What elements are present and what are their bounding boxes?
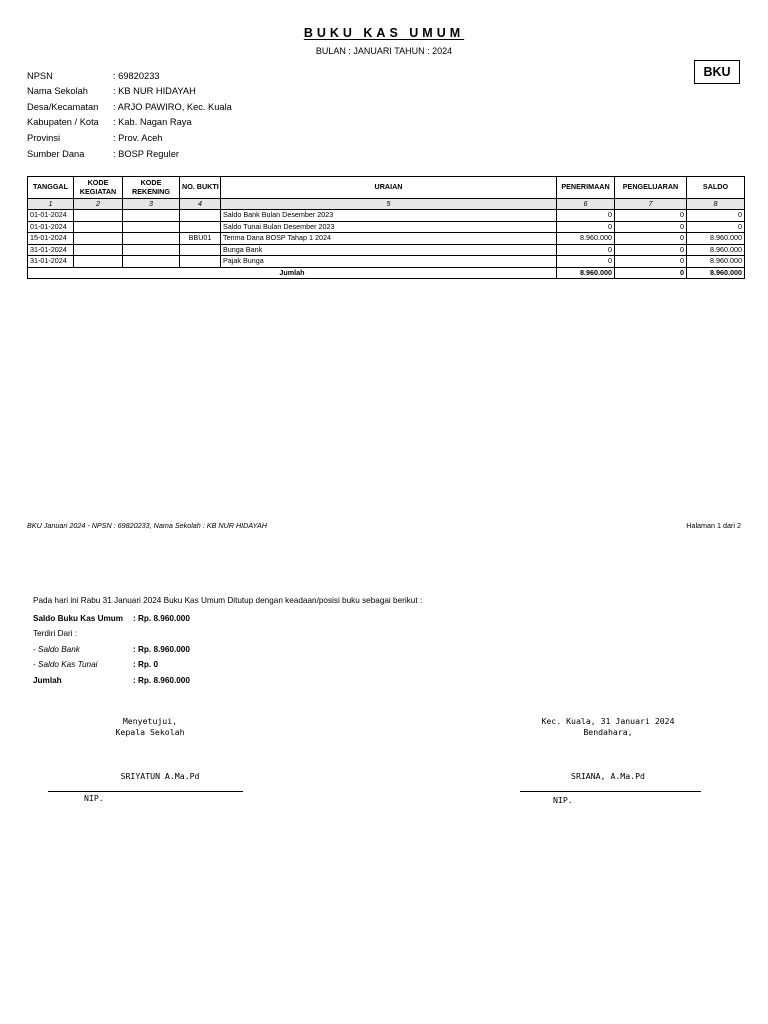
header-text: REKENING (132, 186, 170, 196)
info-label: NPSN (27, 71, 53, 81)
header-kode-kegiatan (74, 177, 123, 199)
header-pengeluaran: PENGELUARAN (615, 177, 687, 199)
cell-uraian: Bunga Bank (221, 244, 557, 256)
signature-left-name: SRIYATUN A.Ma.Pd (120, 771, 200, 781)
info-value: : Kab. Nagan Raya (113, 117, 192, 127)
page-number: Halaman 1 dari 2 (686, 521, 741, 530)
column-number: 7 (615, 199, 687, 210)
cell-tanggal: 31-01-2024 (28, 244, 74, 256)
cell-uraian: Terima Dana BOSP Tahap 1 2024 (221, 233, 557, 245)
header-text: KODE (140, 178, 162, 187)
summary-label: - Saldo Kas Tunai (33, 660, 98, 669)
cell-no-bukti (180, 221, 221, 233)
bku-badge: BKU (694, 60, 740, 84)
table-row (28, 244, 745, 256)
cell-pengeluaran: 0 (615, 256, 687, 268)
closing-statement: Pada hari ini Rabu 31 Januari 2024 Buku Kas Umum Ditutup dengan keadaan/posisi buku sebagai berikut : (33, 596, 423, 605)
cell-tanggal: 01-01-2024 (28, 210, 74, 222)
document-subtitle: BULAN : JANUARI TAHUN : 2024 (315, 46, 453, 56)
summary-value: : Rp. 8.960.000 (133, 614, 190, 623)
info-label: Nama Sekolah (27, 86, 88, 96)
cell-pengeluaran: 0 (615, 244, 687, 256)
summary-value: : Rp. 8.960.000 (133, 645, 190, 654)
cell-saldo: 8.960.000 (687, 244, 745, 256)
signature-left-nip: NIP. (84, 793, 104, 803)
signature-line1: Menyetujui, (122, 716, 178, 726)
cell-kode-kegiatan (74, 210, 123, 222)
header-text: KEGIATAN (79, 186, 117, 196)
cell-saldo: 8.960.000 (687, 256, 745, 268)
summary-label: Saldo Buku Kas Umum (33, 614, 124, 623)
cell-pengeluaran: 0 (615, 210, 687, 222)
total-saldo: 8.960.000 (687, 267, 745, 279)
info-value: : BOSP Reguler (113, 149, 179, 159)
info-value: : 69820233 (113, 71, 160, 81)
table-row (28, 221, 745, 233)
column-number: 2 (74, 199, 123, 210)
page-footer-info: BKU Januari 2024 - NPSN : 69820233, Nama Sekolah : KB NUR HIDAYAH (27, 521, 267, 530)
signature-right-nip: NIP. (553, 795, 573, 805)
ledger-table (27, 176, 745, 279)
cell-saldo: 8.960.000 (687, 233, 745, 245)
table-row (28, 233, 745, 245)
signature-right-heading (528, 716, 688, 738)
total-pengeluaran: 0 (615, 267, 687, 279)
signature-line2: Bendahara, (583, 727, 633, 737)
header-text: KODE (87, 178, 109, 187)
info-label: Provinsi (27, 133, 61, 143)
cell-penerimaan: 0 (557, 221, 615, 233)
summary-value: : Rp. 8.960.000 (133, 676, 190, 685)
info-label: Sumber Dana (27, 149, 85, 159)
summary-value: : Rp. 0 (133, 660, 159, 669)
cell-kode-kegiatan (74, 233, 123, 245)
column-number: 6 (557, 199, 615, 210)
info-label: Kabupaten / Kota (27, 117, 99, 127)
cell-uraian: Saldo Tunai Bulan Desember 2023 (221, 221, 557, 233)
cell-uraian: Saldo Bank Bulan Desember 2023 (221, 210, 557, 222)
cell-penerimaan: 8.960.000 (557, 233, 615, 245)
cell-kode-kegiatan (74, 256, 123, 268)
cell-kode-rekening (123, 244, 180, 256)
column-number: 3 (123, 199, 180, 210)
info-value: : ARJO PAWIRO, Kec. Kuala (113, 102, 232, 112)
cell-kode-kegiatan (74, 244, 123, 256)
table-row (28, 256, 745, 268)
total-penerimaan: 8.960.000 (557, 267, 615, 279)
signature-line1: Kec. Kuala, 31 Januari 2024 (541, 716, 675, 726)
table-total-row (28, 267, 745, 279)
info-value: : Prov. Aceh (113, 133, 163, 143)
cell-saldo: 0 (687, 221, 745, 233)
total-label: Jumlah (28, 267, 557, 279)
cell-kode-rekening (123, 256, 180, 268)
document-title: BUKU KAS UMUM (303, 26, 465, 40)
signature-left-line (48, 791, 243, 792)
cell-no-bukti (180, 210, 221, 222)
cell-pengeluaran: 0 (615, 221, 687, 233)
cell-kode-kegiatan (74, 221, 123, 233)
header-kode-rekening (123, 177, 180, 199)
summary-label: Jumlah (33, 676, 62, 685)
header-uraian: URAIAN (221, 177, 557, 199)
cell-uraian: Pajak Bunga (221, 256, 557, 268)
cell-pengeluaran: 0 (615, 233, 687, 245)
column-number: 8 (687, 199, 745, 210)
column-number: 1 (28, 199, 74, 210)
summary-label: - Saldo Bank (33, 645, 80, 654)
cell-kode-rekening (123, 233, 180, 245)
info-label: Desa/Kecamatan (27, 102, 99, 112)
header-penerimaan: PENERIMAAN (557, 177, 615, 199)
cell-penerimaan: 0 (557, 256, 615, 268)
cell-kode-rekening (123, 210, 180, 222)
cell-tanggal: 31-01-2024 (28, 256, 74, 268)
cell-no-bukti (180, 256, 221, 268)
header-saldo: SALDO (687, 177, 745, 199)
column-number: 5 (221, 199, 557, 210)
cell-no-bukti (180, 244, 221, 256)
cell-kode-rekening (123, 221, 180, 233)
cell-tanggal: 15-01-2024 (28, 233, 74, 245)
cell-tanggal: 01-01-2024 (28, 221, 74, 233)
signature-left-heading (70, 716, 230, 738)
cell-saldo: 0 (687, 210, 745, 222)
table-row (28, 210, 745, 222)
cell-no-bukti: BBU01 (180, 233, 221, 245)
cell-penerimaan: 0 (557, 210, 615, 222)
column-number-row (28, 199, 745, 210)
column-number: 4 (180, 199, 221, 210)
summary-label: Terdiri Dari : (33, 629, 78, 638)
info-value: : KB NUR HIDAYAH (113, 86, 196, 96)
header-tanggal: TANGGAL (28, 177, 74, 199)
header-no-bukti: NO. BUKTI (180, 177, 221, 199)
signature-right-line (520, 791, 701, 792)
table-header-row (28, 177, 745, 199)
cell-penerimaan: 0 (557, 244, 615, 256)
signature-right-name: SRIANA, A.Ma.Pd (571, 771, 645, 781)
signature-line2: Kepala Sekolah (115, 727, 185, 737)
